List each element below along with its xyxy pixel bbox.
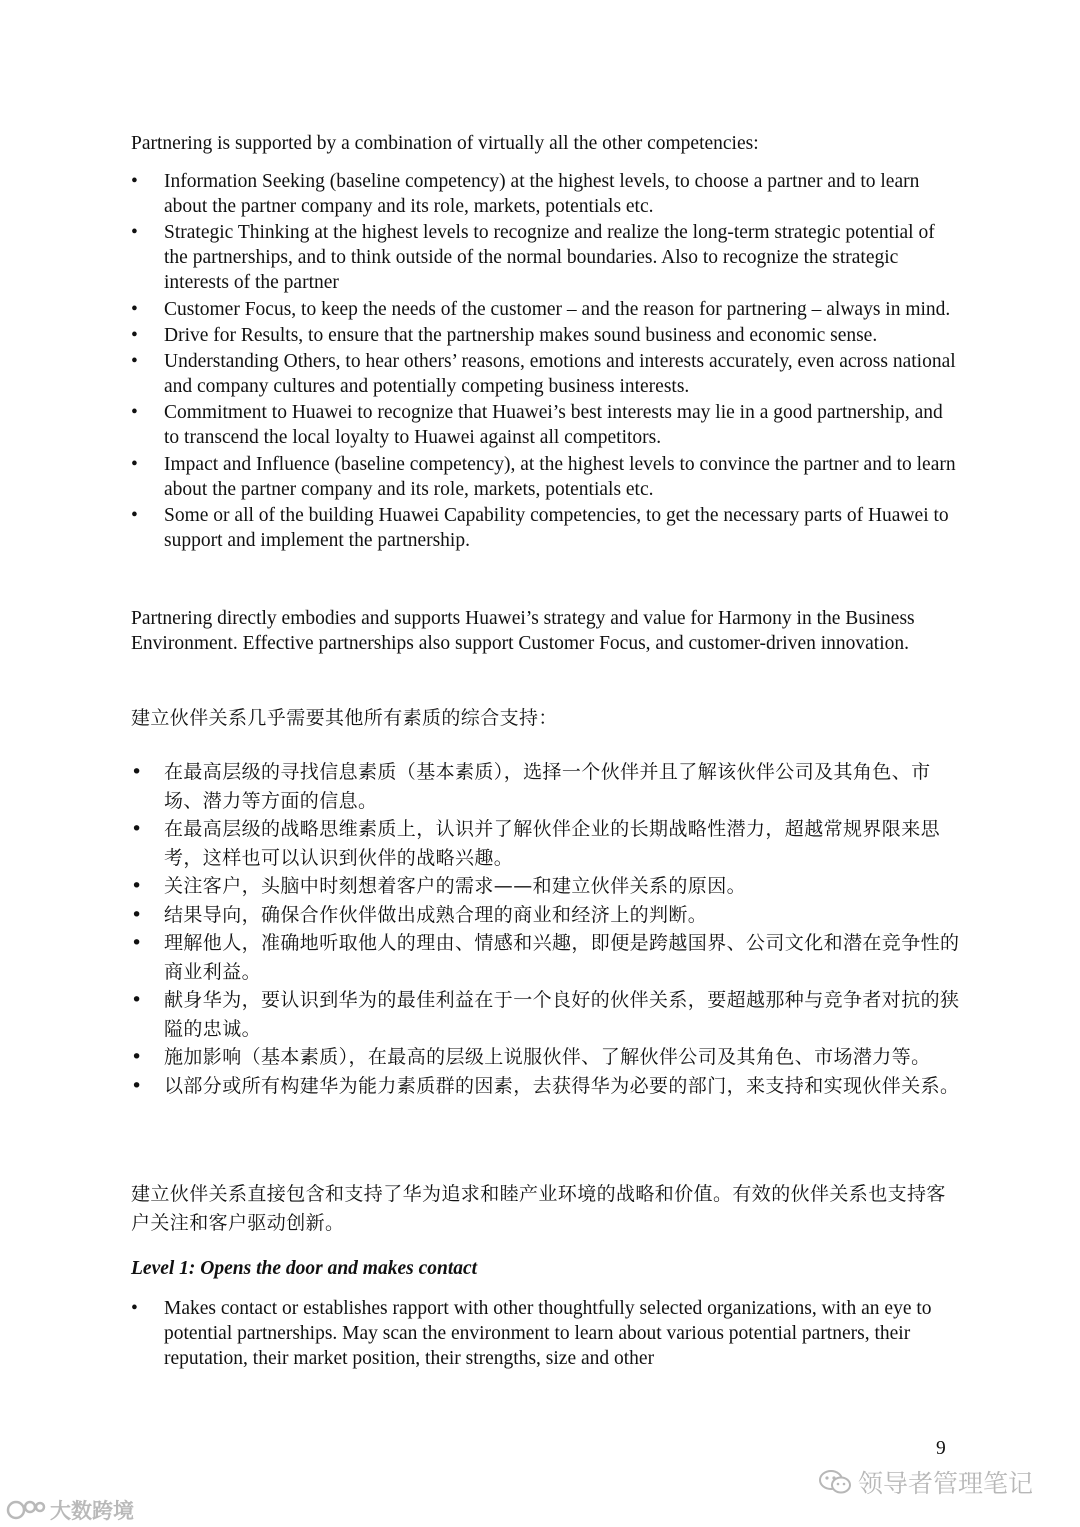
competency-list-en	[131, 169, 961, 554]
brand-logo-icon	[6, 1499, 46, 1521]
watermark-left-text: 大数跨境	[50, 1499, 134, 1523]
list-item: • Some or all of the building Huawei Capability competencies, to get the necessary parts of Huawei to support and implement the partnership.	[131, 503, 961, 553]
list-item: • 在最高层级的寻找信息素质（基本素质），选择一个伙伴并且了解该伙伴公司及其角色、市场、潜力等方面的信息。	[131, 758, 961, 815]
intro-paragraph-en: Partnering is supported by a combination of virtually all the other competencies:	[131, 133, 759, 154]
wechat-icon	[818, 1468, 852, 1496]
closing-paragraph-en: Partnering directly embodies and supports Huawei’s strategy and value for Harmony in the Business Environment. Effective partnerships also support Customer Focus, and customer-driven innovation.	[131, 608, 915, 654]
list-item: • Strategic Thinking at the highest levels to recognize and realize the long-term strategic potential of the partnerships, and to think outside of the normal boundaries. Also to recognize the strategic interests of the partner	[131, 220, 961, 295]
list-item: • 结果导向，确保合作伙伴做出成熟合理的商业和经济上的判断。	[131, 901, 961, 930]
level-heading: Level 1: Opens the door and makes contact	[131, 1258, 478, 1279]
watermark-wechat	[818, 1464, 1033, 1500]
list-item: • Drive for Results, to ensure that the partnership makes sound business and economic sense.	[131, 323, 961, 348]
competency-list-zh	[131, 758, 961, 1100]
watermark-right-text: 领导者管理笔记	[858, 1469, 1034, 1498]
list-item: • Makes contact or establishes rapport with other thoughtfully selected organizations, with an eye to potential partnerships. May scan the environment to learn about various potential partners, their reputation, their market position, their strengths, size and other	[131, 1296, 961, 1371]
list-item: • Customer Focus, to keep the needs of the customer – and the reason for partnering – always in mind.	[131, 297, 961, 322]
list-item: • 以部分或所有构建华为能力素质群的因素，去获得华为必要的部门，来支持和实现伙伴关系。	[131, 1072, 961, 1101]
watermark-brand	[6, 1495, 134, 1525]
list-item: • Understanding Others, to hear others’ reasons, emotions and interests accurately, even across national and company cultures and potentially competing business interests.	[131, 349, 961, 399]
intro-paragraph-zh: 建立伙伴关系几乎需要其他所有素质的综合支持：	[131, 707, 558, 729]
closing-paragraph-zh: 建立伙伴关系直接包含和支持了华为追求和睦产业环境的战略和价值。有效的伙伴关系也支持客户关注和客户驱动创新。	[131, 1183, 946, 1234]
list-item: • Impact and Influence (baseline competency), at the highest levels to convince the partner and to learn about the partner company and its role, markets, potentials etc.	[131, 452, 961, 502]
level-1-list	[131, 1296, 961, 1372]
list-item: • 献身华为，要认识到华为的最佳利益在于一个良好的伙伴关系，要超越那种与竞争者对抗的狭隘的忠诚。	[131, 986, 961, 1043]
list-item: • 在最高层级的战略思维素质上，认识并了解伙伴企业的长期战略性潜力，超越常规界限来思考，这样也可以认识到伙伴的战略兴趣。	[131, 815, 961, 872]
list-item: • Information Seeking (baseline competency) at the highest levels, to choose a partner and to learn about the partner company and its role, markets, potentials etc.	[131, 169, 961, 219]
list-item: • 施加影响（基本素质），在最高的层级上说服伙伴、了解伙伴公司及其角色、市场潜力等。	[131, 1043, 961, 1072]
page-number: 9	[936, 1438, 946, 1459]
list-item: • 理解他人，准确地听取他人的理由、情感和兴趣，即便是跨越国界、公司文化和潜在竞争性的商业利益。	[131, 929, 961, 986]
list-item: • Commitment to Huawei to recognize that Huawei’s best interests may lie in a good partnership, and to transcend the local loyalty to Huawei against all competitors.	[131, 400, 961, 450]
list-item: • 关注客户，头脑中时刻想着客户的需求——和建立伙伴关系的原因。	[131, 872, 961, 901]
